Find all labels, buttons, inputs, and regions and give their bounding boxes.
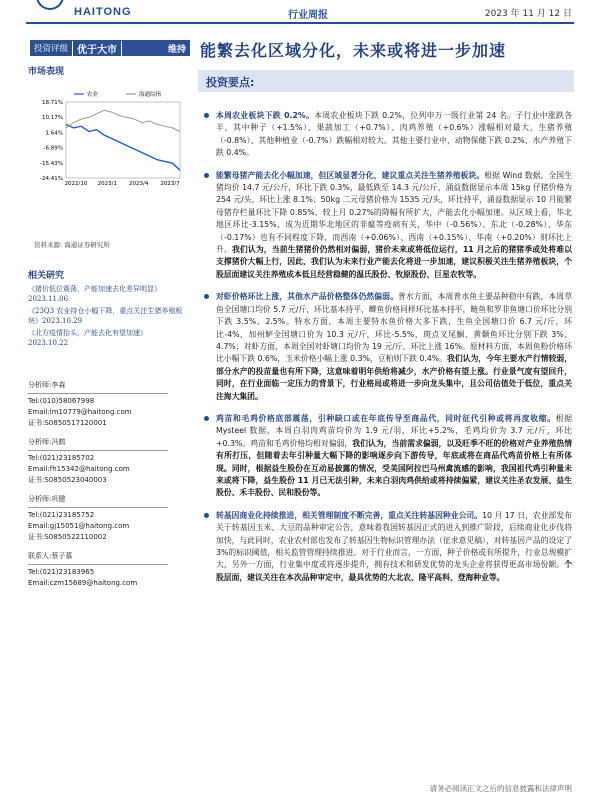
market-chart bbox=[28, 76, 184, 188]
analyst-card bbox=[28, 437, 184, 486]
paragraph-tail: 个股层面，建议关注在本次品种审定中，最具优势的大北农、隆平高科、登海种业等。 bbox=[216, 560, 572, 582]
paragraph bbox=[204, 510, 572, 584]
analyst-cert: 证书:S0850523040003 bbox=[28, 476, 107, 484]
y-tick-label: 1.64% bbox=[45, 130, 63, 137]
paragraph-tail: 我们认为，当前需求偏弱，以及旺季不旺的价格对产业养殖热情有所打压，但随着去年引种量大幅下降的影响逐步向下游传导，年底或将在商品代鸡苗价格上有所体现。同时，根据益生股份在互动易披露的情况，受美国阿拉巴马州禽流感的影响，我国祖代鸡引种量未来或将下降，益生股份 11 月已无法引种，未来白羽肉鸡供给或将持续偏紧，建议关注圣农发展、益生股份、禾丰股份、民和股份等。 bbox=[216, 438, 572, 498]
analyst-role: 分析师:李森 bbox=[28, 381, 66, 389]
paragraph-lead: 鸡苗和毛鸡价格底部震荡，引种缺口或在年底传导至商品代，同时征代引种或将再度收缩。 bbox=[216, 413, 556, 423]
rating-status: 维持 bbox=[167, 44, 186, 55]
paragraph-text: 本周农业板块下跌 0.2%，位列申万一级行业第 24 名。子行业中涨跌各半，其中种子（+1.5%）、果蔬加工（+0.7%）、肉鸡养殖（+0.6%）涨幅相对最大，生猪养殖（-0.8%）、其他种植业（-0.7%）跌幅相对较大。其他主要行业中，动物保健下跌 0.2%、水产养殖下跌 0.4%。 bbox=[216, 111, 572, 158]
chart-frame bbox=[66, 102, 180, 178]
paragraph-lead: 本周农业板块下跌 0.2%。 bbox=[216, 111, 315, 120]
chart-source: 资料来源: 海通证券研究所 bbox=[34, 241, 110, 249]
paragraph-lead: 能繁母猪产能去化小幅加速，但区域显著分化，建议重点关注生猪养殖板块。 bbox=[216, 170, 485, 180]
legend-label: 海通综指 bbox=[139, 92, 162, 98]
page-footer: 请务必阅读正文之后的信息披露和法律声明 bbox=[429, 784, 572, 793]
analyst-email[interactable]: Email:fh15342@haitong.com bbox=[28, 465, 130, 473]
analyst-role: 分析师:冯鹤 bbox=[28, 438, 66, 446]
logo-mark-icon bbox=[36, 0, 64, 10]
analyst-tel: Tel:(021)23185702 bbox=[28, 454, 95, 462]
paragraph bbox=[204, 413, 572, 500]
y-tick-label: 18.71% bbox=[42, 100, 63, 106]
y-tick-label: -24.41% bbox=[40, 176, 63, 182]
analyst-role: 分析师:巩健 bbox=[28, 495, 66, 503]
doc-type: 行业周报 bbox=[288, 10, 328, 21]
key-points-bar bbox=[198, 70, 574, 92]
analyst-rule bbox=[28, 393, 168, 394]
doc-date: 2023 年 11 月 12 日 bbox=[484, 9, 572, 19]
x-tick-label: 2023/1 bbox=[97, 181, 118, 187]
analyst-role: 联系人:蔡子慕 bbox=[28, 552, 73, 560]
paragraph-lead: 转基因商业化持续推进，相关管理制度不断完善，重点关注转基因种业公司。 bbox=[216, 510, 483, 520]
page-title: 能繁去化区域分化，未来或将进一步加速 bbox=[200, 41, 507, 60]
paragraph-text: 根据 Wind 数据，全国生猪均价 14.7 元/公斤，环比下跌 0.3%，最低跌至 14.3 元/公斤，涌益数据显示本周 15kg 仔猪价格为 254 元/头，环比上涨 8.1%；50kg 二元母猪价格为 1535 元/头，环比持平，涌益数据显示 10 月能繁母猪存栏量环比下降 0.85%，较上月 0.27%的降幅有所扩大，产能去化小幅加速。从区域上看，华北地区环比-3.15%，成为近期华北地区的非瘟等疫病有关，华中（-0.56%）、东北（-0.28%）、华东（-0.17%）也有不同程度下降，而西南（+0.06%）、西南（+0.15%）、华南（+0.20%）则环比上升。 bbox=[216, 170, 572, 255]
key-points-label: 投资要点: bbox=[206, 76, 255, 89]
bullet-icon bbox=[204, 294, 209, 299]
bullet-icon bbox=[204, 513, 209, 518]
paragraph-lead: 对虾价格环比上涨，其他水产品价格整体仍然偏弱。 bbox=[216, 292, 399, 302]
analyst-card bbox=[28, 494, 184, 543]
related-item[interactable]: 《23Q3 农业持仓小幅下降，重点关注生猪养殖板块》2023.10.29 bbox=[28, 307, 183, 325]
analyst-tel: Tel:(021)23183965 bbox=[28, 568, 95, 576]
rating-industry: 优于大市 bbox=[72, 41, 122, 56]
logo-text: HAITONG bbox=[74, 6, 132, 18]
analyst-rule bbox=[28, 450, 168, 451]
legend-label: 农业 bbox=[87, 92, 99, 98]
series-line bbox=[66, 124, 180, 170]
sidebar bbox=[28, 64, 184, 347]
y-tick-label: 10.17% bbox=[42, 115, 63, 122]
analyst-card bbox=[28, 551, 184, 589]
analyst-card bbox=[28, 380, 184, 429]
paragraph bbox=[204, 291, 572, 403]
bullet-icon bbox=[204, 173, 209, 178]
related-item[interactable]: 《北方疫情抬头，产能去化有望加速》2023.10.22 bbox=[28, 329, 147, 347]
related-heading: 相关研究 bbox=[28, 271, 65, 281]
related-item[interactable]: 《猪价低位震荡，产能加速去化差异明显》2023.11.06 bbox=[28, 285, 161, 303]
header-rule bbox=[26, 22, 574, 24]
analyst-cert: 证书:S0850517120001 bbox=[28, 419, 107, 427]
bullet-icon bbox=[204, 113, 209, 118]
paragraph-text: 10 月 17 日，农业部发布关于转基因玉米、大豆的品种审定公告，意味着我国转基因正式的进入到推广阶段，后续商业化步伐将加快，与此同时，农业农村部也发布了转基因生物标识管理办法（征求意见稿），对转基因产品的设定了 3%的标识阈值，相关监管管理持续推进。对于行业而言，一方面，种子价格或有所提升，行业总规模扩大，另外一方面，行业集中度或将逐步提升，拥有技术和研发优势的龙头企业将获得更高市场份额。 bbox=[216, 510, 572, 570]
bullet-icon bbox=[204, 416, 209, 421]
paragraph-tail: 我们认为，今年主要水产行情较弱，部分水产的投苗量也有所下降，这意味着明年供给将减少，水产价格有望上涨。行业景气度有望回升，同时，在行业面临一定压力的背景下，行业格局或将进一步向龙头集中，且公司估值处于低位，重点关注海大集团。 bbox=[216, 354, 572, 401]
rating-strip bbox=[30, 40, 190, 56]
y-tick-label: -6.89% bbox=[43, 145, 63, 152]
haitong-logo bbox=[26, 0, 136, 24]
analyst-email[interactable]: Email:lm10779@haitong.com bbox=[28, 408, 132, 416]
analyst-rule bbox=[28, 564, 168, 565]
analyst-tel: Tel:(010)58067998 bbox=[28, 397, 95, 405]
analyst-tel: Tel:(021)23185752 bbox=[28, 511, 95, 519]
y-tick-label: -15.43% bbox=[40, 160, 63, 167]
x-tick-label: 2022/10 bbox=[64, 181, 88, 187]
analyst-list bbox=[28, 380, 184, 597]
related-list bbox=[28, 284, 184, 350]
analyst-rule bbox=[28, 507, 168, 508]
paragraph-text: 普水方面，本周普水鱼主要品种稳中有跌，本周草鱼全国塘口均价 5.7 元/斤，环比基本持平，鲫鱼价格同样环比基本持平，鲢鱼和罗非鱼塘口价环比分别下跌 3.5%、2.5%。特水方面，本周主要特水鱼价格大多下跌，生鱼全国塘口价 6.7 元/斤，环比-4%，加州鲈全国塘口价为 10.3 元/斤，环比-5.5%，斑点叉尾鮰、黄颡鱼环比分别下跌 3%、4.7%；对虾方面，本周全国对虾塘口均价为 19 元/斤，环比上涨 16%。原材料方面，本周鱼粉价格环比小幅下跌 0.6%，玉米价格小幅上涨 0.3%，豆粕则下跌 0.4%。 bbox=[216, 292, 572, 364]
analyst-email[interactable]: Email:czm15689@haitong.com bbox=[28, 579, 138, 587]
x-tick-label: 2023/4 bbox=[128, 181, 149, 187]
paragraph-text: 根据 Mysteel 数据，本周白羽肉鸡苗均价为 1.9 元/羽，环比+5.2%，毛鸡均价为 3.7 元/斤，环比+0.3%。鸡苗和毛鸡价格均相对偏弱， bbox=[216, 413, 573, 448]
x-tick-label: 2023/7 bbox=[160, 181, 180, 187]
report-body bbox=[204, 110, 572, 594]
analyst-cert: 证书:S0850522110002 bbox=[28, 533, 107, 541]
paragraph bbox=[204, 110, 572, 160]
market-heading: 市场表现 bbox=[28, 67, 65, 77]
paragraph bbox=[204, 170, 572, 282]
page-header bbox=[0, 0, 600, 28]
rating-label: 投资评级 bbox=[34, 44, 69, 54]
analyst-email[interactable]: Email:gj15051@haitong.com bbox=[28, 522, 130, 530]
paragraph-tail: 我们认为，当前生猪猪价仍然相对偏弱，猪价未来或将低位运行，11 月之后的猪猪季或处将难以支撑猪价大幅上行，因此，我们认为未来行业产能去化将进一步加速，建议积极关注生猪养殖板块，个股层面建议关注养殖成本低且经营稳健的温氏股份、牧原股份、巨星农牧等。 bbox=[216, 245, 573, 279]
